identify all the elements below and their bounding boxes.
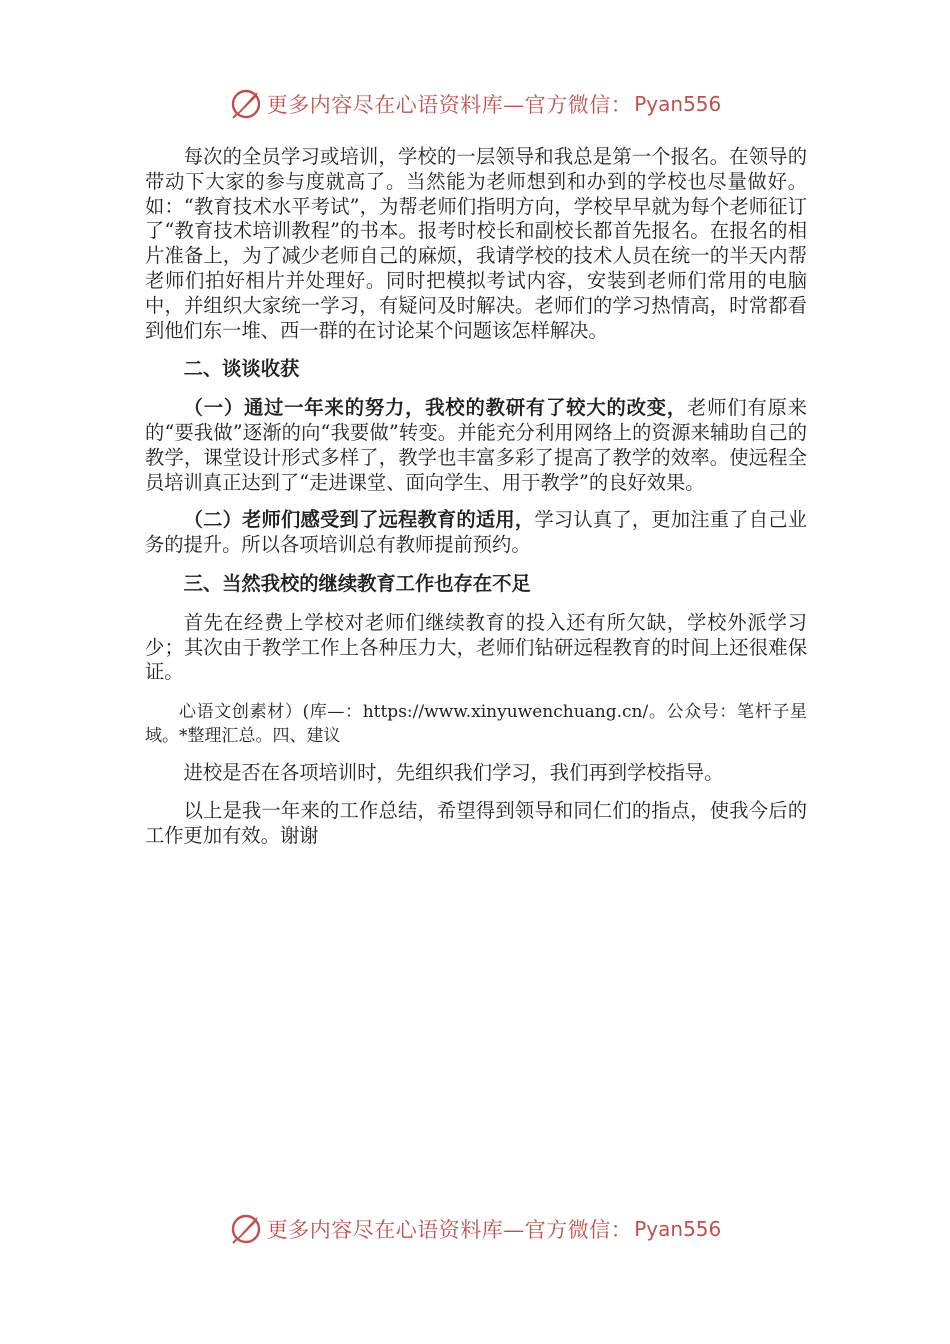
quill-pen-icon bbox=[229, 87, 263, 121]
paragraph-shortcomings: 首先在经费上学校对老师们继续教育的投入还有所欠缺，学校外派学习少；其次由于教学工作上各种压力大，老师们钻研远程教育的时间上还很难保证。 bbox=[145, 610, 807, 684]
heading-harvest: 二、谈谈收获 bbox=[183, 357, 300, 381]
header-banner-handle: Pyan556 bbox=[634, 92, 722, 116]
footer-banner-handle: Pyan556 bbox=[634, 1217, 722, 1241]
harvest-2-lead: （二）老师们感受到了远程教育的适用， bbox=[183, 508, 535, 532]
heading-shortcomings: 三、当然我校的继续教育工作也存在不足 bbox=[183, 571, 531, 595]
document-body bbox=[145, 145, 807, 849]
quill-pen-icon bbox=[229, 1212, 263, 1246]
paragraph-harvest-1 bbox=[145, 396, 807, 495]
footer-banner-text: 更多内容尽在心语资料库—官方微信： bbox=[266, 1218, 633, 1242]
paragraph-closing: 以上是我一年来的工作总结，希望得到领导和同仁们的指点，使我今后的工作更加有效。谢谢 bbox=[145, 798, 807, 847]
harvest-2-text: 学习认真了，更加注重了自己业务的提升。所以各项培训总有教师提前预约。 bbox=[145, 508, 807, 557]
footer-banner bbox=[0, 1211, 950, 1247]
harvest-1-text: 老师们有原来的“要我做”逐渐的向“我要做”转变。并能充分利用网络上的资源来辅助自己的教学，课堂设计形式多样了，教学也丰富多彩了提高了教学的效率。使远程全员培训真正达到了“走进课堂、面向学生、用于教学”的良好效果。 bbox=[145, 396, 807, 494]
harvest-1-lead: （一）通过一年来的努力，我校的教研有了较大的改变， bbox=[183, 396, 688, 420]
paragraph-source-note: 心语文创素材）(库—：https://www.xinyuwenchuang.cn/。公众号：笔杆子星域。*整理汇总。四、建议 bbox=[145, 702, 807, 747]
header-banner-text: 更多内容尽在心语资料库—官方微信： bbox=[266, 93, 633, 117]
paragraph-suggestion: 进校是否在各项培训时，先组织我们学习，我们再到学校指导。 bbox=[183, 761, 724, 785]
paragraph-1: 每次的全员学习或培训，学校的一层领导和我总是第一个报名。在领导的带动下大家的参与度就高了。当然能为老师想到和办到的学校也尽量做好。如：“教育技术水平考试”，为帮老师们指明方向，学校早早就为每个老师征订了“教育技术培训教程”的书本。报考时校长和副校长都首先报名。在报名的相片准备上，为了减少老师自己的麻烦，我请学校的技术人员在统一的半天内帮老师们拍好相片并处理好。同时把模拟考试内容，安装到老师们常用的电脑中，并组织大家统一学习，有疑问及时解决。老师们的学习热情高，时常都看到他们东一堆、西一群的在讨论某个问题该怎样解决。 bbox=[145, 145, 807, 342]
paragraph-harvest-2 bbox=[145, 508, 807, 558]
header-banner bbox=[0, 86, 950, 122]
